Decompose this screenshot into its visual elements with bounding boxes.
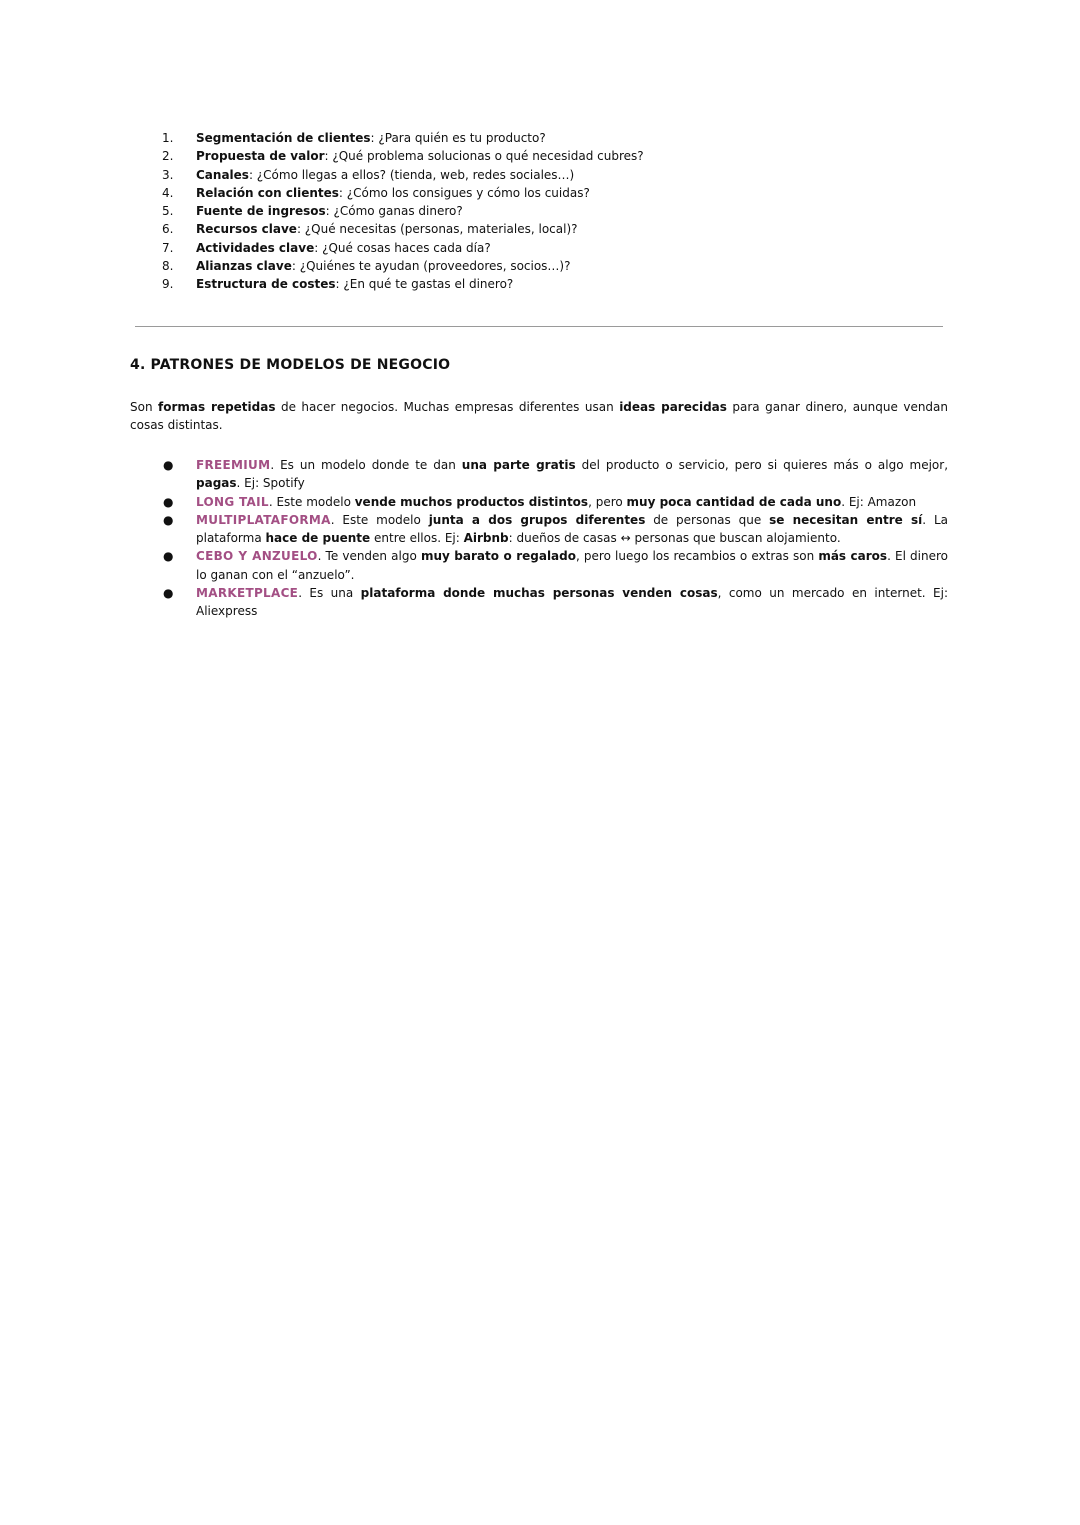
pattern-bold: pagas [196,476,237,491]
pattern-name: MULTIPLATAFORMA [196,512,331,527]
list-number: 6. [162,222,174,237]
pattern-text: . Ej: Spotify [236,476,305,491]
pattern-text: del producto o servicio, pero si quieres más o algo mejor, [575,458,949,472]
pattern-text: entre ellos. Ej: [370,531,464,546]
pattern-text: . La plataforma [196,512,948,546]
canvas-blocks-list [130,129,950,294]
pattern-bold: una parte gratis [461,458,576,472]
pattern-bold: Airbnb [463,531,509,546]
intro-bold: ideas parecidas [619,400,727,414]
intro-text: para ganar dinero, aunque vendan cosas distintas. [130,400,949,433]
list-text: : ¿Quiénes te ayudan (proveedores, socios…)? [291,259,571,274]
pattern-freemium [130,456,948,493]
list-number: 1. [162,131,174,145]
list-text: : ¿Qué problema solucionas o qué necesidad cubres? [324,149,644,164]
pattern-long-tail [130,493,948,511]
list-text: : ¿Cómo ganas dinero? [325,204,463,219]
list-item [130,202,950,220]
list-term: Estructura de costes [196,277,336,292]
pattern-bold: vende muchos productos distintos [354,494,589,509]
pattern-text: de personas que [645,512,770,527]
pattern-bold: más caros [818,549,888,564]
pattern-multiplataforma [130,511,948,548]
bullet-dot-icon: ● [163,458,174,472]
intro-bold: formas repetidas [158,400,276,414]
pattern-cebo-y-anzuelo [130,547,948,584]
pattern-text: . Ej: Amazon [841,494,917,509]
bullet-dot-icon: ● [163,512,174,527]
list-item [130,184,950,202]
list-number: 3. [162,167,174,182]
list-number: 8. [162,259,174,274]
horizontal-divider [135,326,943,327]
pattern-text: : dueños de casas ↔ personas que buscan alojamiento. [508,531,841,546]
pattern-bold: se necesitan entre sí [769,512,923,527]
pattern-bold: plataforma donde muchas personas venden cosas [360,586,718,601]
list-term: Alianzas clave [196,259,292,274]
list-term: Propuesta de valor [196,149,325,164]
pattern-text: . Te venden algo [317,549,421,564]
list-text: : ¿En qué te gastas el dinero? [335,277,514,292]
intro-text: Son [130,400,159,414]
pattern-text: , pero [588,494,627,509]
pattern-bold: muy barato o regalado [420,549,576,564]
list-term: Relación con clientes [196,185,339,200]
intro-text: de hacer negocios. Muchas empresas diferentes usan [275,400,620,414]
list-text: : ¿Cómo llegas a ellos? (tienda, web, redes sociales…) [248,167,575,182]
list-number: 7. [162,240,174,255]
list-item [130,147,950,165]
list-item [130,129,950,147]
pattern-name: MARKETPLACE [196,586,299,601]
list-text: : ¿Qué necesitas (personas, materiales, local)? [296,222,578,237]
list-number: 9. [162,277,174,292]
pattern-name: LONG TAIL [196,494,269,509]
list-item [130,239,950,257]
list-item [130,257,950,275]
bullet-dot-icon: ● [163,586,174,601]
list-item [130,220,950,238]
pattern-text: . El dinero lo ganan con el “anzuelo”. [196,549,948,582]
list-term: Segmentación de clientes [196,131,371,145]
list-term: Actividades clave [196,240,315,255]
pattern-bold: muy poca cantidad de cada uno [626,494,842,509]
pattern-text: . Este modelo [330,512,429,527]
list-text: : ¿Para quién es tu producto? [370,131,546,145]
pattern-text: , como un mercado en internet. Ej: Aliexpress [196,586,948,619]
section-intro [130,398,948,435]
list-number: 4. [162,185,174,200]
pattern-text: , pero luego los recambios o extras son [575,549,819,564]
section-title: 4. PATRONES DE MODELOS DE NEGOCIO [130,357,451,373]
pattern-bold: hace de puente [265,531,371,546]
pattern-bold: junta a dos grupos diferentes [428,512,646,527]
list-item [130,166,950,184]
pattern-name: FREEMIUM [196,458,271,472]
pattern-name: CEBO Y ANZUELO [196,549,318,564]
list-term: Canales [196,167,249,182]
pattern-text: . Es una [298,586,361,601]
patterns-list [130,456,948,621]
list-number: 5. [162,204,174,219]
list-text: : ¿Cómo los consigues y cómo los cuidas? [338,185,590,200]
list-term: Fuente de ingresos [196,204,326,219]
pattern-text: . Este modelo [268,494,355,509]
list-number: 2. [162,149,174,164]
pattern-text: . Es un modelo donde te dan [270,458,462,472]
bullet-dot-icon: ● [163,494,174,509]
list-term: Recursos clave [196,222,297,237]
list-text: : ¿Qué cosas haces cada día? [314,240,491,255]
bullet-dot-icon: ● [163,549,174,564]
pattern-marketplace [130,584,948,621]
list-item [130,275,950,293]
